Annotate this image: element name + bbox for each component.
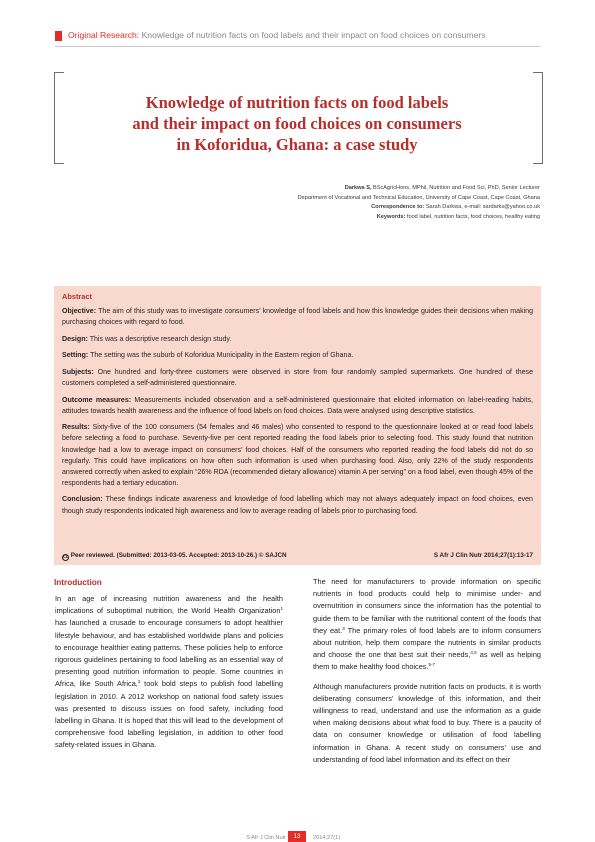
running-header (55, 29, 540, 47)
header-marker (55, 31, 62, 41)
body-column-right (313, 576, 541, 773)
title-bracket-right (533, 72, 543, 164)
abstract-objective (62, 306, 533, 328)
abstract-footer (62, 550, 533, 561)
abstract-section-label: Outcome measures: (62, 396, 132, 404)
page-number: 13 (288, 831, 306, 842)
correspondence-text: Sarah Darkwa, e-mail: sardarks@yahoo.co.uk (425, 204, 540, 211)
header-label: Original Research: (68, 30, 140, 40)
article-title (75, 92, 519, 155)
citation-superscript: 2 (137, 679, 141, 685)
title-line-2: and their impact on food choices on consumers (132, 114, 462, 133)
abstract-conclusion (62, 494, 533, 516)
citation-superscript: 5-7 (428, 662, 436, 668)
keywords-label: Keywords: (376, 213, 406, 220)
abstract-design (62, 334, 533, 345)
abstract-section-label: Results: (62, 424, 90, 432)
paragraph-text: has launched a crusade to encourage consumers to adopt healthier lifestyle behaviour, and has established worldwide plans and policies to encourage healthier eating patterns. These policies help to enforce rigorous guidelines pertaining to food labelling as an essential way of presenting good nutrition information to people. Some countries in Africa, like South Africa, (55, 618, 283, 689)
abstract-section-text: One hundred and forty-three customers were observed in store from four randomly sampled supermarkets. One hundred of these customers completed a self-administered questionnaire. (62, 368, 533, 388)
abstract-results (62, 422, 533, 489)
abstract-outcome-measures (62, 395, 533, 417)
abstract-section-label: Conclusion: (62, 496, 103, 504)
abstract-section-text: The aim of this study was to investigate consumers’ knowledge of food labels and how this knowledge guides their decisions when making purchasing choices with regard to food. (62, 308, 533, 327)
abstract-section-text: The setting was the suburb of Koforidua Municipality in the Eastern region of Ghana. (90, 352, 354, 360)
abstract-section-text: These findings indicate awareness and knowledge of food labelling which may not always adequately impact on food choices, even though study respondents indicated high awareness and low to average reading of labels prior to purchasing food. (62, 496, 533, 515)
title-line-1: Knowledge of nutrition facts on food labels (145, 93, 449, 112)
citation-superscript: 4,5 (470, 650, 477, 656)
title-line-3: in Koforidua, Ghana: a case study (176, 135, 418, 154)
page-footer (0, 834, 595, 842)
abstract-setting (62, 350, 533, 361)
introduction-heading: Introduction (54, 578, 102, 587)
header-text (68, 30, 486, 40)
title-bracket-left (54, 72, 64, 164)
paragraph-text: took bold steps to publish food labelling legislation in 2010. A 2012 workshop on national food safety issues was presented to discuss issues on food safety, including food labelling in Ghana. It is hoped that this will lead to the development of comprehensive food labelling legislation, in addition to other food safety-related issues in Ghana. (55, 679, 283, 750)
abstract-section-label: Setting: (62, 352, 89, 360)
correspondence-line (100, 203, 540, 213)
paragraph-text: The primary roles of food labels are to inform consumers about nutrition, help them compare the nutrients in similar products and choose the one that best suit their needs, (313, 625, 541, 660)
paragraph-text: The need for manufacturers to provide information on specific nutrients in food products could help to minimise under- and overnutrition in consumers since the information has the potential to guide them to be familiar with the nutritional content of the foods that they eat. (313, 577, 541, 635)
abstract-section-label: Subjects: (62, 368, 94, 376)
abstract-section-label: Objective: (62, 308, 97, 316)
paragraph-text: Although manufacturers provide nutrition facts on products, it is worth deliberating consumers’ knowledge of this information, and their willingness to read, understand and use the information as a guide when making decisions about what food to buy. There is a paucity of data on consumer knowledge or utilisation of food labelling information in Ghana. A recent study on consumers’ use and understanding of food label information and its effect on their (313, 681, 541, 764)
peer-review-note: Peer reviewed. (Submitted: 2013-03-05. Accepted: 2013-10-26.) © SAJCN (70, 552, 287, 559)
author-degrees: BScAgricHons, MPhil, Nutrition and Food Sci, PhD, Senior Lecturer (373, 185, 540, 191)
abstract-section-text: Measurements included observation and a self-administered questionnaire that elicited information on label-reading habits, attitudes towards health awareness and the influence of food labels on food choices. Data were analysed using descriptive statistics. (62, 396, 533, 415)
author-affiliation: Department of Vocational and Technical Education, University of Cape Coast, Cape Coast, Ghana (297, 194, 540, 201)
citation-superscript: 1 (280, 606, 283, 612)
footer-journal: S Afr J Clin Nutr (246, 835, 286, 841)
header-running-title: Knowledge of nutrition facts on food labels and their impact on food choices on consumers (141, 30, 486, 40)
body-paragraph (313, 576, 541, 674)
body-paragraph (313, 681, 541, 766)
abstract-box (54, 286, 541, 565)
creative-commons-icon: cc (63, 554, 69, 560)
footer-volume: 2014;27(1) (313, 835, 341, 841)
paragraph-text: In an age of increasing nutrition awareness and the health implications of suboptimal nutrition, the World Health Organization (55, 594, 283, 616)
author-name: Darkwa S, (344, 185, 372, 191)
author-block (100, 184, 540, 222)
abstract-section-label: Design: (62, 335, 88, 343)
keywords-text: food label, nutrition facts, food choices, healthy eating (406, 213, 540, 220)
correspondence-label: Correspondence to: (371, 204, 425, 211)
abstract-section-text: Sixty-five of the 100 consumers (54 females and 46 males) who consented to respond to the questionnaire looked at or read food labels before selecting a food to purchase. Seventy-five per cent reported reading the food labels prior to selecting food. This study found that nutrition knowledge had a low to average impact on consumers’ food choices. Half of the consumers who reported reading the food labels did not do so regularly. This could have implications on how often such information is used when purchasing food. Also, only 22% of the study respondents answered correctly when asked to explain “26% RDA (recommended dietary allowance) vitamin A per serving” on a food label, even though 45% of the respondents had a tertiary education. (62, 424, 533, 487)
author-line (100, 184, 540, 194)
body-paragraph (55, 593, 283, 752)
abstract-subjects (62, 367, 533, 389)
abstract-section-text: This was a descriptive research design study. (89, 335, 232, 343)
body-column-left (55, 593, 283, 759)
paragraph-text: as well as helping them to make healthy food choices. (313, 650, 541, 672)
keywords-line (100, 213, 540, 223)
citation-superscript: 3 (342, 625, 345, 631)
abstract-heading: Abstract (62, 292, 92, 301)
citation: S Afr J Clin Nutr 2014;27(1):13-17 (433, 552, 533, 559)
